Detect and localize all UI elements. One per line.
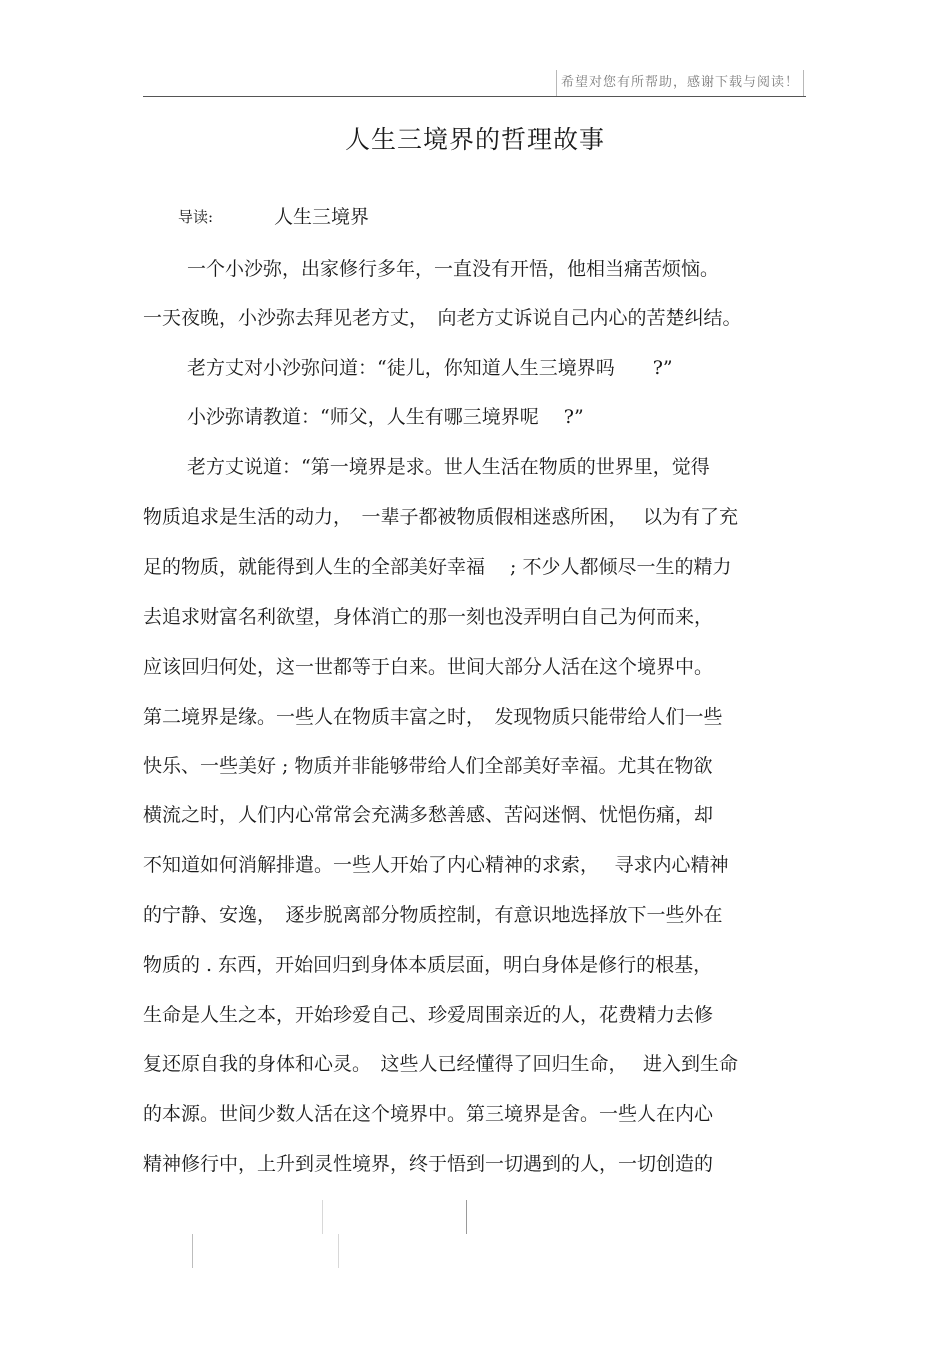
text-line: 的本源。世间少数人活在这个境界中。第三境界是舍。一些人在内心 [143,1103,714,1125]
scan-artifact-line [322,1200,323,1234]
scan-artifact-line [338,1234,339,1268]
text-line: 老方丈说道：“第一境界是求。世人生活在物质的世界里，觉得 [187,456,710,478]
text-line: 精神修行中，上升到灵性境界，终于悟到一切遇到的人，一切创造的 [143,1153,714,1175]
header-divider [143,96,806,97]
text-line: 的宁静、安逸， 逐步脱离部分物质控制，有意识地选择放下一些外在 [143,904,723,926]
page-title: 人生三境界的哲理故事 [344,125,605,154]
text-line: 生命是人生之本，开始珍爱自己、珍爱周围亲近的人，花费精力去修 [143,1004,714,1026]
text-line: 物质追求是生活的动力， 一辈子都被物质假相迷惑所困， 以为有了充 [143,506,739,528]
text-line: 去追求财富名利欲望，身体消亡的那一刻也没弄明白自己为何而来， [143,606,714,628]
text-line: 复还原自我的身体和心灵。 这些人已经懂得了回归生命， 进入到生命 [143,1053,739,1075]
text-line: 老方丈对小沙弥问道：“徒儿，你知道人生三境界吗 ?” [187,357,673,379]
lead-label: 导读: [178,208,214,226]
text-line: 物质的 . 东西，开始回归到身体本质层面，明白身体是修行的根基， [143,954,713,976]
text-line: 横流之时，人们内心常常会充满多愁善感、苦闷迷惘、忧悒伤痛，却 [143,804,714,826]
text-line: 一个小沙弥，出家修行多年，一直没有开悟，他相当痛苦烦恼。 [187,258,720,280]
text-line: 快乐、一些美好 ; 物质并非能够带给人们全部美好幸福。尤其在物欲 [143,755,713,777]
text-line: 不知道如何消解排遣。一些人开始了内心精神的求索， 寻求内心精神 [143,854,729,876]
text-line: 应该回归何处，这一世都等于白来。世间大部分人活在这个境界中。 [143,656,714,678]
lead-text: 人生三境界 [274,206,370,228]
text-line: 一天夜晚，小沙弥去拜见老方丈， 向老方丈诉说自己内心的苦楚纠结。 [143,307,742,329]
text-line: 第二境界是缘。一些人在物质丰富之时， 发现物质只能带给人们一些 [143,706,723,728]
scan-artifact-line [466,1200,467,1234]
text-line: 小沙弥请教道：“师父，人生有哪三境界呢 ?” [187,406,584,428]
scan-artifact-line [192,1234,193,1268]
header-note: 希望对您有所帮助，感谢下载与阅读！ [556,70,804,96]
text-line: 足的物质，就能得到人生的全部美好幸福 ; 不少人都倾尽一生的精力 [143,556,732,578]
